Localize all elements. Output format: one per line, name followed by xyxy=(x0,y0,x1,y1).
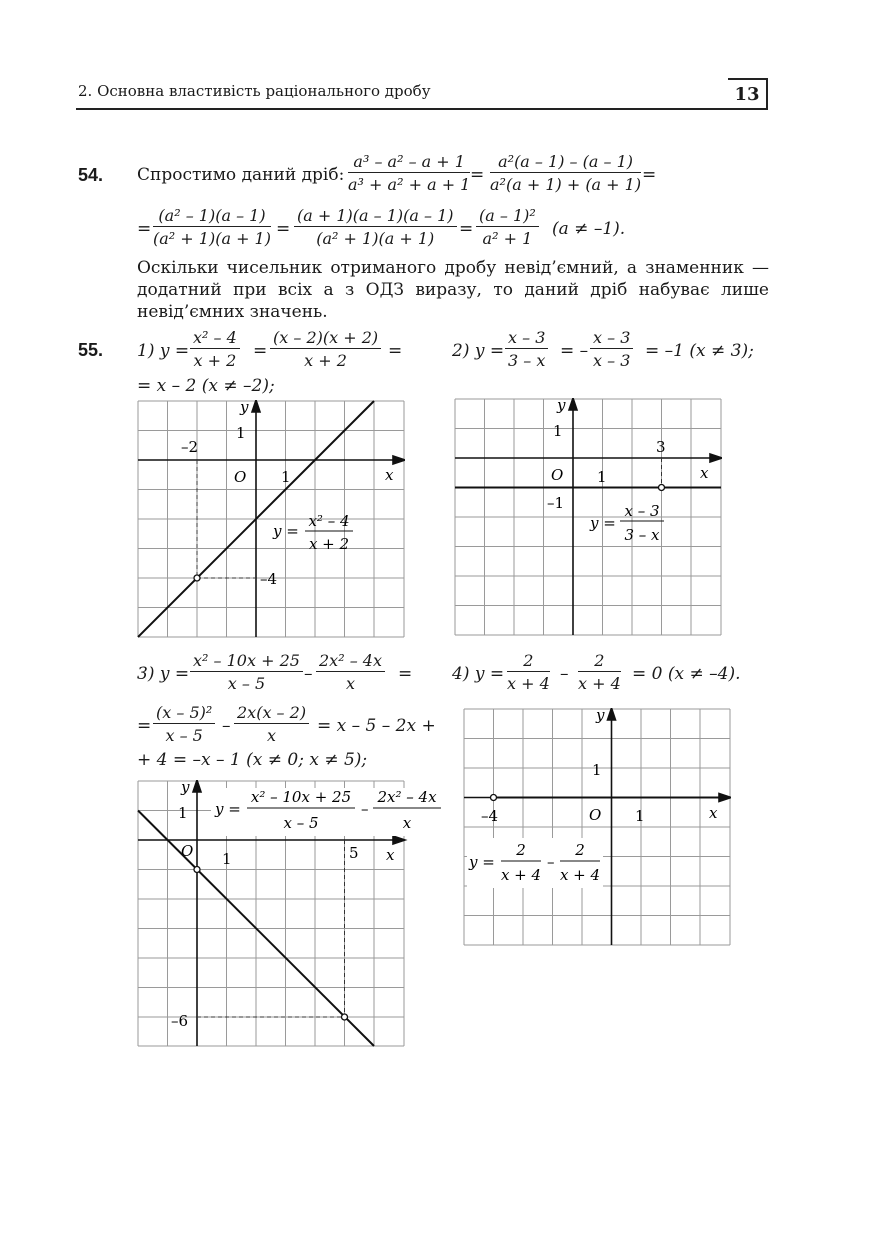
graph-4-tick-1y: 1 xyxy=(592,761,602,779)
c2-fraction-2: $\frac{x - 3}{x - 3}$ xyxy=(590,328,633,370)
graph-3-x-label: x xyxy=(386,846,395,864)
graph-2-tick-1y: 1 xyxy=(553,422,563,440)
graph-4-formula-den-2: x + 4 xyxy=(559,866,601,884)
graph-3-y-label: y xyxy=(181,780,190,796)
p54-eq-5: = xyxy=(459,219,474,239)
graph-2-x-arrow xyxy=(710,454,722,462)
graph-1-tick-m4: –4 xyxy=(260,570,278,588)
graph-2-formula-den: 3 – x xyxy=(624,526,660,544)
graph-3 xyxy=(137,780,445,1048)
graph-1-tick-1x: 1 xyxy=(281,468,291,486)
c3-eq-1: = xyxy=(398,664,413,684)
graph-4-hole-point xyxy=(491,795,497,801)
p54-fraction-5: $\frac{\text{(a – 1)²}}{\text{a² + 1}}$ xyxy=(476,206,539,248)
graph-3-origin-label: O xyxy=(181,842,194,860)
graph-2-origin-label: O xyxy=(551,466,564,484)
graph-3-formula-num-2: 2x² – 4x xyxy=(377,788,437,806)
c2-mid: = – xyxy=(560,341,589,361)
c2-result: = –1 (x ≠ 3); xyxy=(645,341,754,361)
c2-label: 2) y = xyxy=(452,341,505,361)
graph-3-formula-den-2: x xyxy=(402,814,412,832)
graph-1-y-label: y xyxy=(240,400,249,416)
graph-1-hole-point xyxy=(194,575,200,581)
p54-fraction-2: $\frac{\text{a²(a – 1) – (a – 1)}}{\text{a²(a + 1) + (a + 1)}}$ xyxy=(490,152,642,194)
graph-4-grid xyxy=(464,709,730,945)
graph-3-tick-5: 5 xyxy=(349,844,359,862)
graph-1-formula-num: x² – 4 xyxy=(308,512,350,530)
c3-result: + 4 = –x – 1 (x ≠ 0; x ≠ 5); xyxy=(137,750,368,770)
graph-4 xyxy=(463,708,731,946)
graph-3-formula-minus: – xyxy=(361,800,369,818)
graph-3-tick-m6: –6 xyxy=(171,1012,189,1030)
graph-4-y-label: y xyxy=(596,708,605,724)
c3-fraction-3: $\frac{\text{(x – 5)²}}{x - 5}$ xyxy=(153,703,215,745)
graph-4-formula-num-1: 2 xyxy=(516,841,526,859)
c4-minus: – xyxy=(560,664,569,684)
graph-3-hole-point-1 xyxy=(194,867,200,873)
c3-expansion: = x – 5 – 2x + xyxy=(317,716,436,736)
graph-1-x-label: x xyxy=(385,466,394,484)
c4-fraction-1: $\frac{2}{x + 4}$ xyxy=(507,651,550,693)
graph-3-x-arrow xyxy=(393,836,405,844)
graph-1-x-arrow xyxy=(393,456,405,464)
graph-1-grid xyxy=(138,401,404,637)
c2-fraction-1: $\frac{x - 3}{3 - x}$ xyxy=(505,328,548,370)
graph-3-y-arrow xyxy=(193,780,201,792)
graph-2-tick-1x: 1 xyxy=(597,468,607,486)
graph-1-y-arrow xyxy=(252,400,260,412)
graph-3-tick-1y: 1 xyxy=(178,804,188,822)
graph-2-x-label: x xyxy=(700,464,709,482)
graph-2-formula-num: x – 3 xyxy=(624,502,660,520)
c3-eq-2: = xyxy=(137,716,152,736)
p54-eq-1: = xyxy=(470,165,485,185)
graph-4-y-arrow xyxy=(608,708,616,720)
c1-eq-1: = xyxy=(253,341,268,361)
graph-3-formula-den-1: x – 5 xyxy=(283,814,319,832)
graph-1-formula-prefix: y = xyxy=(273,522,299,540)
c3-minus-2: – xyxy=(222,716,231,736)
graph-2 xyxy=(454,398,722,636)
graph-4-formula-den-1: x + 4 xyxy=(500,866,542,884)
p54-eq-2: = xyxy=(642,165,657,185)
p54-intro: Спростимо даний дріб: xyxy=(137,165,345,185)
graph-3-formula-prefix: y = xyxy=(215,800,241,818)
graph-2-y-arrow xyxy=(569,398,577,410)
c1-fraction-1: $\frac{\text{x² – 4}}{x + 2}$ xyxy=(190,328,240,370)
graph-3-formula-num-1: x² – 10x + 25 xyxy=(250,788,352,806)
graph-3-hole-point-2 xyxy=(342,1014,348,1020)
problem-54-number: 54. xyxy=(78,165,104,185)
graph-2-tick-m1: –1 xyxy=(547,494,565,512)
graph-4-formula-minus: – xyxy=(547,853,555,871)
c1-label: 1) y = xyxy=(137,341,190,361)
graph-2-grid xyxy=(455,399,721,635)
p54-fraction-3: $\frac{\text{(a² – 1)(a – 1)}}{\text{(a² + 1)(a + 1)}}$ xyxy=(153,206,271,248)
c4-fraction-2: $\frac{2}{x + 4}$ xyxy=(578,651,621,693)
graph-2-tick-3: 3 xyxy=(656,438,666,456)
graph-4-formula-num-2: 2 xyxy=(575,841,585,859)
graph-1-formula-den: x + 2 xyxy=(308,535,350,553)
graph-3-tick-1x: 1 xyxy=(222,850,232,868)
c1-eq-2: = xyxy=(388,341,403,361)
c1-result: = x – 2 (x ≠ –2); xyxy=(137,376,275,396)
c4-label: 4) y = xyxy=(452,664,505,684)
graph-2-y-label: y xyxy=(557,398,566,414)
c3-minus-1: – xyxy=(304,664,313,684)
graph-1-tick-1y: 1 xyxy=(236,424,246,442)
p54-fraction-4: $\frac{(a + 1)(a - 1)(a - 1)}{\text{(a² + 1)(a + 1)}}$ xyxy=(294,206,457,248)
graph-4-tick-1x: 1 xyxy=(635,807,645,825)
c1-fraction-2: $\frac{(x - 2)(x + 2)}{x + 2}$ xyxy=(270,328,381,370)
p54-eq-4: = xyxy=(276,219,291,239)
running-header: 2. Основна властивість раціонального дробу xyxy=(78,82,431,100)
graph-1 xyxy=(137,400,405,638)
graph-4-formula-prefix: y = xyxy=(469,853,495,871)
c4-result: = 0 (x ≠ –4). xyxy=(632,664,741,684)
c3-fraction-1: $\frac{\text{x² – 10x + 25}}{x - 5}$ xyxy=(190,651,303,693)
header-rule xyxy=(76,108,768,110)
problem-55-number: 55. xyxy=(78,340,104,360)
graph-4-origin-label: O xyxy=(589,806,602,824)
page-number: 13 xyxy=(728,78,768,110)
graph-4-tick-m4: –4 xyxy=(481,807,499,825)
graph-4-x-label: x xyxy=(709,804,718,822)
p54-fraction-1: $\frac{\text{a³ – a² – a + 1}}{\text{a³ + a² + a + 1}}$ xyxy=(348,152,471,194)
graph-2-hole-point xyxy=(659,485,665,491)
graph-1-origin-label: O xyxy=(234,468,247,486)
graph-2-formula-prefix: y = xyxy=(590,514,616,532)
c3-fraction-2: $\frac{\text{2x² – 4x}}{x}$ xyxy=(316,651,385,693)
p54-paragraph: Оскільки чисельник отриманого дробу невід’ємний, а знаменник — додатний при всіх a з ОДЗ виразу, то даний дріб набуває лише невід’ємних значень. xyxy=(137,258,769,322)
graph-1-tick-m2: –2 xyxy=(181,438,199,456)
c3-fraction-4: $\frac{2x(x - 2)}{x}$ xyxy=(234,703,309,745)
p54-condition: (a ≠ –1). xyxy=(552,219,626,239)
c3-label: 3) y = xyxy=(137,664,190,684)
p54-eq-3: = xyxy=(137,219,152,239)
